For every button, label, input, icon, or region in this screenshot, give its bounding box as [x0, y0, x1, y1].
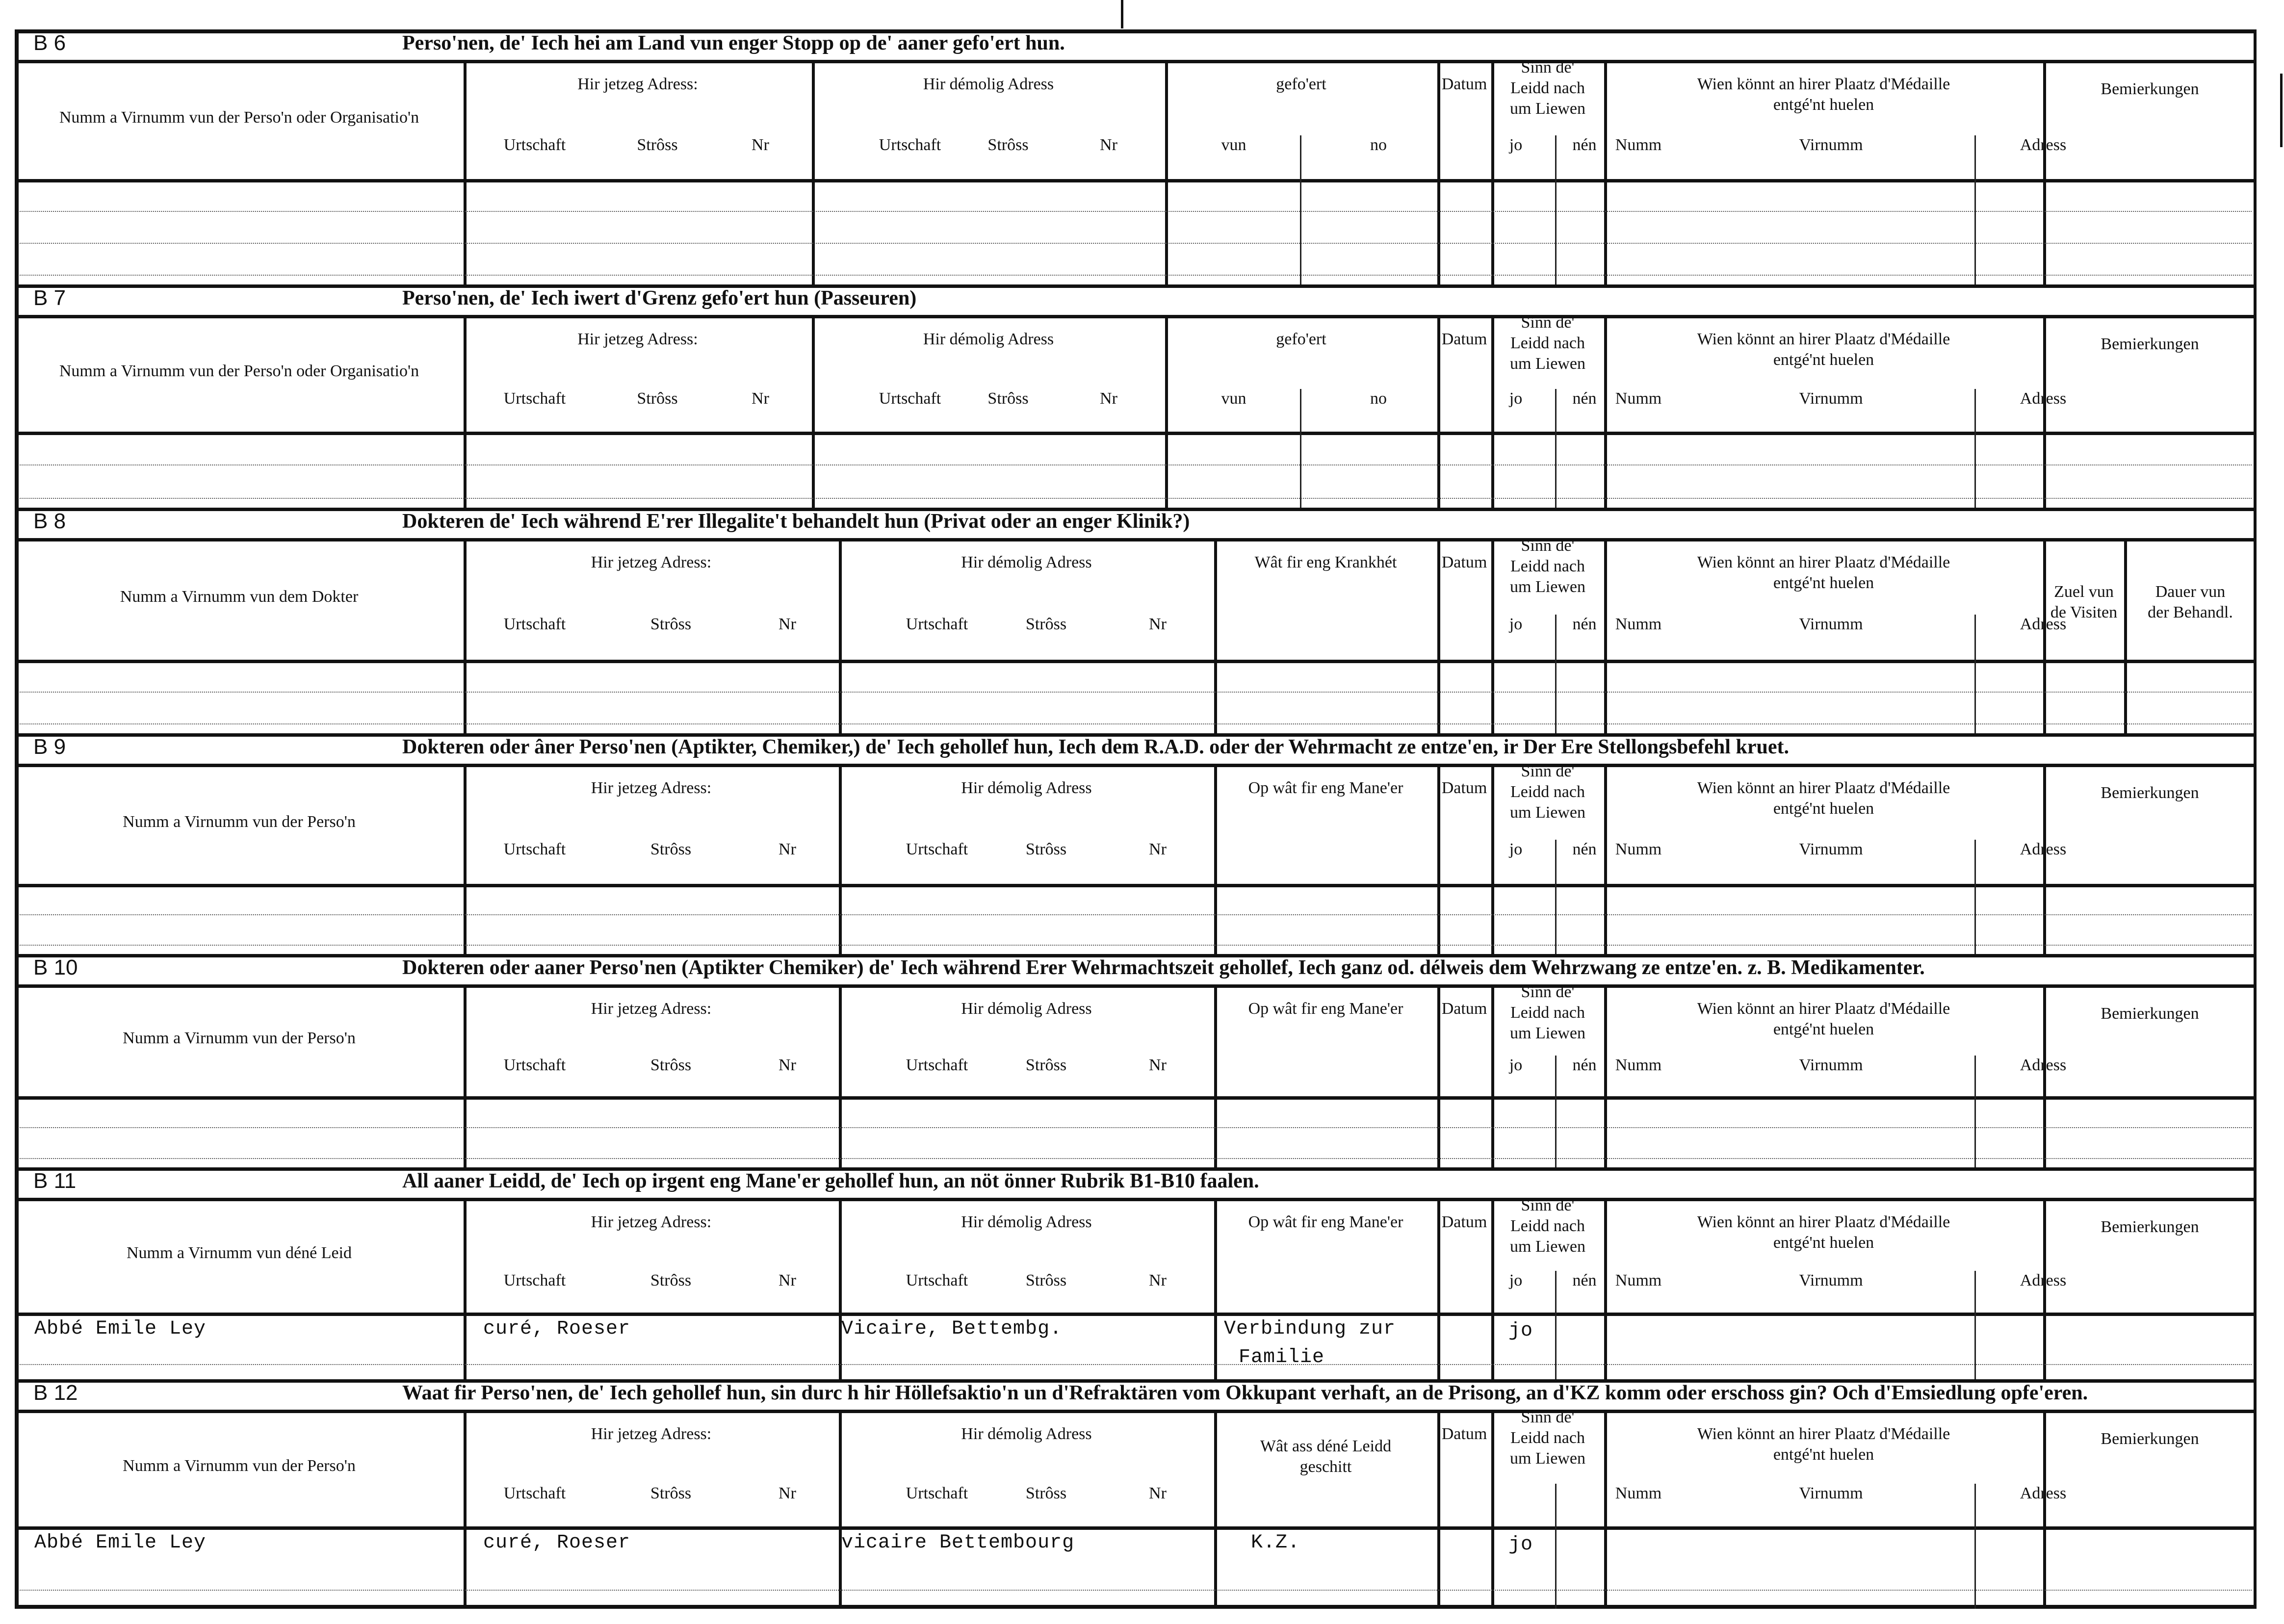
section-header-divider	[15, 432, 2257, 435]
column-divider	[1491, 1198, 1494, 1379]
column-divider	[464, 538, 467, 733]
col-extra-header: Wât fir eng Krankhét	[1254, 553, 1397, 571]
entry-line	[20, 243, 2252, 244]
sub-street-header: Strôss	[650, 840, 692, 858]
col-alive-header: um Liewen	[1510, 1024, 1585, 1042]
column-divider	[1437, 984, 1440, 1167]
subcolumn-divider	[1555, 1056, 1557, 1167]
subcolumn-divider	[1300, 389, 1301, 508]
col-name-header: Numm a Virnumm vun der Perso'n oder Organisatio'n	[59, 108, 419, 127]
column-divider	[1214, 1410, 1217, 1609]
subcolumn-divider	[1974, 135, 1976, 284]
sub-street-header: Strôss	[987, 389, 1029, 408]
column-divider	[1437, 315, 1440, 508]
column-divider	[1491, 1410, 1494, 1609]
sub-nr-header: Nr	[1149, 1271, 1167, 1289]
sub-street-header: Strôss	[637, 135, 678, 154]
col-alive-header: Leidd nach	[1510, 1217, 1585, 1235]
col-extra-header: Op wât fir eng Mane'er	[1248, 1213, 1403, 1231]
col-former-address-header: Hir démolig Adress	[923, 330, 1054, 348]
column-divider	[2124, 538, 2127, 733]
column-divider	[812, 315, 815, 508]
col-date-header: Datum	[1441, 1000, 1487, 1018]
sub-nr-header: Nr	[752, 135, 769, 154]
col-medal-header: Wien könnt an hirer Plaatz d'Médaille	[1697, 75, 1950, 93]
sub-address-header: Adress	[2020, 1484, 2067, 1502]
entry-line	[20, 723, 2252, 724]
column-divider	[1437, 1410, 1440, 1609]
column-divider	[1437, 1198, 1440, 1379]
column-divider	[1491, 764, 1494, 954]
entry-line	[20, 275, 2252, 276]
sub-address-header: Adress	[2020, 840, 2067, 858]
col-alive-header: Sinn de'	[1521, 1196, 1575, 1214]
col-current-address-header: Hir jetzeg Adress:	[591, 1000, 712, 1018]
sub-firstname-header: Virnumm	[1799, 615, 1863, 634]
col-alive-header: um Liewen	[1510, 355, 1585, 373]
column-divider	[839, 1410, 842, 1609]
sub-nr-header: Nr	[779, 1271, 796, 1289]
sub-street-header: Strôss	[637, 389, 678, 408]
sub-street-header: Strôss	[1025, 1271, 1067, 1289]
column-divider	[1437, 538, 1440, 733]
sub-address-header: Adress	[2020, 135, 2067, 154]
col-medal-header: Wien könnt an hirer Plaatz d'Médaille	[1697, 1425, 1950, 1443]
entry-line	[20, 211, 2252, 212]
column-divider	[1491, 984, 1494, 1167]
column-divider	[2043, 60, 2046, 284]
column-divider	[1214, 764, 1217, 954]
entry-line	[20, 498, 2252, 499]
section-title: Waat fir Perso'nen, de' Iech gehollef hun, sin durc h hir Höllefsaktio'n un d'Refraktären vom Okkupant verhaft, an de Prisong, an d'KZ komm oder erschoss gin? Och d'Emsiedlung opfe'eren.	[402, 1382, 2088, 1404]
section-header-divider	[15, 1096, 2257, 1100]
col-alive-header: um Liewen	[1510, 1237, 1585, 1256]
sub-place-header: Urtschaft	[503, 1271, 566, 1289]
col-date-header: Datum	[1441, 553, 1487, 571]
column-divider	[839, 1198, 842, 1379]
section-header-divider	[15, 1526, 2257, 1530]
sub-nr-header: Nr	[779, 1056, 796, 1075]
subcolumn-divider	[1555, 135, 1557, 284]
col-alive-header: Leidd nach	[1510, 334, 1585, 352]
col-alive-header: Sinn de'	[1521, 983, 1575, 1001]
column-divider	[464, 1198, 467, 1379]
col-current-address-header: Hir jetzeg Adress:	[577, 330, 698, 348]
sub-nr-header: Nr	[1149, 1484, 1167, 1502]
section-header-divider	[15, 179, 2257, 182]
section-header-divider	[15, 660, 2257, 663]
column-divider	[1165, 315, 1168, 508]
sub-surname-header: Numm	[1615, 840, 1662, 858]
entry-current-address[interactable]: curé, Roeser	[483, 1318, 631, 1340]
col-former-address-header: Hir démolig Adress	[961, 1000, 1092, 1018]
col-former-address-header: Hir démolig Adress	[961, 779, 1092, 797]
sub-yes-header: jo	[1509, 615, 1523, 634]
col-date-header: Datum	[1441, 1425, 1487, 1443]
sub-no-header: nén	[1572, 1056, 1597, 1075]
col-alive-header: Leidd nach	[1510, 1004, 1585, 1022]
col-duration-header: Dauer vun	[2155, 583, 2226, 601]
sub-street-header: Strôss	[650, 615, 692, 634]
sub-place-header: Urtschaft	[906, 840, 968, 858]
col-extra-header: geschitt	[1299, 1458, 1352, 1476]
col-former-address-header: Hir démolig Adress	[961, 1425, 1092, 1443]
sub-no-header: nén	[1572, 840, 1597, 858]
sub-place-header: Urtschaft	[503, 1484, 566, 1502]
sub-no-header: nén	[1572, 389, 1597, 408]
entry-name[interactable]: Abbé Emile Ley	[34, 1318, 207, 1340]
sub-street-header: Strôss	[1025, 1056, 1067, 1075]
entry-extra[interactable]: K.Z.	[1251, 1532, 1300, 1554]
subcolumn-divider	[1555, 615, 1557, 733]
sub-place-header: Urtschaft	[503, 615, 566, 634]
sub-surname-header: Numm	[1615, 1271, 1662, 1289]
section-title: Dokteren oder âner Perso'nen (Aptikter, Chemiker,) de' Iech gehollef hun, Iech dem R.A.D. oder der Wehrmacht ze entze'en, ir Der Ere Stellongsbefehl kruet.	[402, 736, 1789, 758]
sub-firstname-header: Virnumm	[1799, 389, 1863, 408]
entry-extra[interactable]: Familie	[1239, 1346, 1325, 1368]
section-id: B 6	[33, 31, 66, 55]
sub-place-header: Urtschaft	[503, 840, 566, 858]
sub-nr-header: Nr	[1149, 1056, 1167, 1075]
section-divider	[15, 284, 2257, 288]
entry-extra[interactable]: Verbindung zur	[1224, 1318, 1396, 1340]
column-divider	[1165, 60, 1168, 284]
col-medal-header: Wien könnt an hirer Plaatz d'Médaille	[1697, 330, 1950, 348]
col-alive-header: Leidd nach	[1510, 79, 1585, 97]
col-medal-header: entgé'nt huelen	[1773, 799, 1874, 818]
sub-from-header: vun	[1221, 389, 1246, 408]
col-former-address-header: Hir démolig Adress	[961, 553, 1092, 571]
col-current-address-header: Hir jetzeg Adress:	[591, 1425, 712, 1443]
col-extra-header: Op wât fir eng Mane'er	[1248, 1000, 1403, 1018]
entry-name[interactable]: Abbé Emile Ley	[34, 1532, 207, 1554]
col-visits-header: de Visiten	[2050, 603, 2118, 621]
sub-nr-header: Nr	[752, 389, 769, 408]
col-alive-header: um Liewen	[1510, 1449, 1585, 1468]
entry-line	[20, 464, 2252, 465]
sub-yes-header: jo	[1509, 135, 1523, 154]
sub-street-header: Strôss	[1025, 615, 1067, 634]
col-visits-header: Zuel vun	[2054, 583, 2114, 601]
subcolumn-divider	[1974, 389, 1976, 508]
section-header-divider	[15, 1313, 2257, 1316]
sub-nr-header: Nr	[1100, 135, 1117, 154]
sub-place-header: Urtschaft	[503, 389, 566, 408]
entry-line	[20, 1158, 2252, 1159]
col-remarks-header: Bemierkungen	[2101, 1218, 2199, 1236]
subcolumn-divider	[1300, 135, 1301, 284]
column-divider	[839, 984, 842, 1167]
col-extra-header: gefo'ert	[1276, 330, 1326, 348]
col-duration-header: der Behandl.	[2148, 603, 2233, 621]
column-divider	[464, 984, 467, 1167]
col-former-address-header: Hir démolig Adress	[961, 1213, 1092, 1231]
subcolumn-divider	[1974, 840, 1976, 954]
col-current-address-header: Hir jetzeg Adress:	[591, 1213, 712, 1231]
col-name-header: Numm a Virnumm vun dem Dokter	[120, 588, 359, 606]
section-title: Dokteren de' Iech während E'rer Illegalite't behandelt hun (Privat oder an enger Klinik?)	[402, 510, 1190, 533]
sub-to-header: no	[1370, 389, 1387, 408]
sub-address-header: Adress	[2020, 615, 2067, 634]
column-divider	[839, 764, 842, 954]
col-alive-header: um Liewen	[1510, 100, 1585, 118]
sub-street-header: Strôss	[1025, 840, 1067, 858]
entry-former-address[interactable]: vicaire Bettembourg	[841, 1532, 1075, 1554]
column-divider	[1437, 764, 1440, 954]
section-title-divider	[15, 60, 2257, 63]
sub-firstname-header: Virnumm	[1799, 840, 1863, 858]
column-divider	[839, 538, 842, 733]
subcolumn-divider	[1555, 1271, 1557, 1379]
sub-street-header: Strôss	[650, 1056, 692, 1075]
sub-street-header: Strôss	[650, 1271, 692, 1289]
column-divider	[2043, 1410, 2046, 1609]
col-name-header: Numm a Virnumm vun der Perso'n oder Organisatio'n	[59, 362, 419, 380]
column-divider	[1214, 538, 1217, 733]
sub-surname-header: Numm	[1615, 615, 1662, 634]
column-divider	[1437, 60, 1440, 284]
col-medal-header: entgé'nt huelen	[1773, 1020, 1874, 1038]
sub-yes-header: jo	[1509, 840, 1523, 858]
subcolumn-divider	[1974, 615, 1976, 733]
column-divider	[464, 315, 467, 508]
sub-from-header: vun	[1221, 135, 1246, 154]
col-medal-header: Wien könnt an hirer Plaatz d'Médaille	[1697, 1000, 1950, 1018]
sub-yes-header: jo	[1509, 1271, 1523, 1289]
section-id: B 10	[33, 955, 78, 980]
col-remarks-header: Bemierkungen	[2101, 1005, 2199, 1023]
col-alive-header: Sinn de'	[1521, 537, 1575, 555]
column-divider	[464, 1410, 467, 1609]
column-divider	[1604, 315, 1607, 508]
col-extra-header: gefo'ert	[1276, 75, 1326, 93]
column-divider	[1491, 315, 1494, 508]
subcolumn-divider	[1555, 389, 1557, 508]
sub-address-header: Adress	[2020, 1271, 2067, 1289]
entry-line	[20, 1590, 2252, 1591]
section-id: B 8	[33, 509, 66, 533]
col-name-header: Numm a Virnumm vun déné Leid	[126, 1244, 352, 1262]
col-alive-header: Sinn de'	[1521, 58, 1575, 77]
column-divider	[2043, 538, 2046, 733]
col-alive-header: Sinn de'	[1521, 313, 1575, 332]
sub-firstname-header: Virnumm	[1799, 1484, 1863, 1502]
col-remarks-header: Bemierkungen	[2101, 335, 2199, 353]
entry-alive[interactable]: jo	[1508, 1320, 1533, 1342]
top-tick-mark	[1121, 0, 1123, 28]
sub-address-header: Adress	[2020, 389, 2067, 408]
sub-firstname-header: Virnumm	[1799, 1056, 1863, 1075]
col-medal-header: Wien könnt an hirer Plaatz d'Médaille	[1697, 1213, 1950, 1231]
sub-to-header: no	[1370, 135, 1387, 154]
col-medal-header: Wien könnt an hirer Plaatz d'Médaille	[1697, 553, 1950, 571]
sub-firstname-header: Virnumm	[1799, 1271, 1863, 1289]
sub-nr-header: Nr	[1149, 615, 1167, 634]
sub-yes-header: jo	[1509, 1056, 1523, 1075]
col-remarks-header: Bemierkungen	[2101, 784, 2199, 802]
column-divider	[1604, 1198, 1607, 1379]
col-medal-header: entgé'nt huelen	[1773, 96, 1874, 114]
sub-place-header: Urtschaft	[879, 135, 941, 154]
col-name-header: Numm a Virnumm vun der Perso'n	[123, 1457, 356, 1475]
column-divider	[1604, 764, 1607, 954]
sub-no-header: nén	[1572, 135, 1597, 154]
section-title-divider	[15, 984, 2257, 988]
right-tick-mark	[2280, 74, 2283, 147]
column-divider	[464, 60, 467, 284]
section-id: B 9	[33, 735, 66, 759]
column-divider	[812, 60, 815, 284]
col-alive-header: Leidd nach	[1510, 783, 1585, 801]
sub-no-header: nén	[1572, 615, 1597, 634]
col-remarks-header: Bemierkungen	[2101, 80, 2199, 98]
sub-street-header: Strôss	[1025, 1484, 1067, 1502]
section-id: B 11	[33, 1169, 77, 1193]
col-current-address-header: Hir jetzeg Adress:	[591, 779, 712, 797]
section-title-divider	[15, 1410, 2257, 1413]
sub-street-header: Strôss	[650, 1484, 692, 1502]
col-date-header: Datum	[1441, 779, 1487, 797]
col-alive-header: um Liewen	[1510, 803, 1585, 822]
column-divider	[1604, 60, 1607, 284]
entry-line	[20, 1364, 2252, 1365]
col-medal-header: entgé'nt huelen	[1773, 1234, 1874, 1252]
entry-alive[interactable]: jo	[1508, 1534, 1533, 1556]
sub-place-header: Urtschaft	[906, 1056, 968, 1075]
col-current-address-header: Hir jetzeg Adress:	[591, 553, 712, 571]
sub-yes-header: jo	[1509, 389, 1523, 408]
section-title: All aaner Leidd, de' Iech op irgent eng Mane'er gehollef hun, an nöt önner Rubrik B1-B10 faalen.	[402, 1170, 1259, 1192]
sub-place-header: Urtschaft	[906, 1484, 968, 1502]
col-remarks-header: Bemierkungen	[2101, 1430, 2199, 1448]
col-alive-header: Leidd nach	[1510, 557, 1585, 575]
sub-address-header: Adress	[2020, 1056, 2067, 1075]
col-former-address-header: Hir démolig Adress	[923, 75, 1054, 93]
sub-nr-header: Nr	[1100, 389, 1117, 408]
col-date-header: Datum	[1441, 75, 1487, 93]
column-divider	[1491, 60, 1494, 284]
col-medal-header: entgé'nt huelen	[1773, 1445, 1874, 1464]
col-extra-header: Wât ass déné Leidd	[1260, 1437, 1392, 1455]
sub-surname-header: Numm	[1615, 389, 1662, 408]
sub-nr-header: Nr	[779, 1484, 796, 1502]
column-divider	[1491, 538, 1494, 733]
col-name-header: Numm a Virnumm vun der Perso'n	[123, 1029, 356, 1047]
sub-nr-header: Nr	[779, 615, 796, 634]
column-divider	[1604, 984, 1607, 1167]
column-divider	[2043, 984, 2046, 1167]
sub-place-header: Urtschaft	[503, 135, 566, 154]
sub-street-header: Strôss	[987, 135, 1029, 154]
section-title-divider	[15, 1198, 2257, 1201]
sub-place-header: Urtschaft	[879, 389, 941, 408]
section-title: Dokteren oder aaner Perso'nen (Aptikter Chemiker) de' Iech während Erer Wehrmachtszeit gehollef, Iech ganz od. délweis dem Wehrzwang ze entze'en. z. B. Medikamenter.	[402, 956, 1925, 979]
sub-nr-header: Nr	[779, 840, 796, 858]
entry-line	[20, 1127, 2252, 1128]
subcolumn-divider	[1974, 1271, 1976, 1379]
col-current-address-header: Hir jetzeg Adress:	[577, 75, 698, 93]
col-medal-header: entgé'nt huelen	[1773, 351, 1874, 369]
col-alive-header: um Liewen	[1510, 578, 1585, 596]
entry-line	[20, 914, 2252, 915]
entry-line	[20, 692, 2252, 693]
col-alive-header: Sinn de'	[1521, 762, 1575, 780]
section-header-divider	[15, 884, 2257, 887]
section-title-divider	[15, 764, 2257, 767]
entry-former-address[interactable]: Vicaire, Bettembg.	[841, 1318, 1063, 1340]
column-divider	[1214, 1198, 1217, 1379]
subcolumn-divider	[1555, 840, 1557, 954]
column-divider	[1214, 984, 1217, 1167]
subcolumn-divider	[1974, 1056, 1976, 1167]
sub-firstname-header: Virnumm	[1799, 135, 1863, 154]
col-extra-header: Op wât fir eng Mane'er	[1248, 779, 1403, 797]
sub-nr-header: Nr	[1149, 840, 1167, 858]
sub-surname-header: Numm	[1615, 1056, 1662, 1075]
sub-place-header: Urtschaft	[906, 1271, 968, 1289]
sub-place-header: Urtschaft	[906, 615, 968, 634]
section-title-divider	[15, 538, 2257, 541]
col-alive-header: Sinn de'	[1521, 1408, 1575, 1426]
sub-surname-header: Numm	[1615, 1484, 1662, 1502]
entry-line	[20, 945, 2252, 946]
col-medal-header: Wien könnt an hirer Plaatz d'Médaille	[1697, 779, 1950, 797]
form-page	[15, 29, 2257, 1609]
column-divider	[2043, 315, 2046, 508]
column-divider	[1604, 538, 1607, 733]
section-title: Perso'nen, de' Iech iwert d'Grenz gefo'ert hun (Passeuren)	[402, 287, 917, 309]
col-date-header: Datum	[1441, 330, 1487, 348]
sub-surname-header: Numm	[1615, 135, 1662, 154]
column-divider	[464, 764, 467, 954]
column-divider	[1604, 1410, 1607, 1609]
col-alive-header: Leidd nach	[1510, 1429, 1585, 1447]
section-title: Perso'nen, de' Iech hei am Land vun enger Stopp op de' aaner gefo'ert hun.	[402, 32, 1065, 54]
section-id: B 12	[33, 1381, 78, 1405]
sub-no-header: nén	[1572, 1271, 1597, 1289]
section-title-divider	[15, 315, 2257, 318]
col-date-header: Datum	[1441, 1213, 1487, 1231]
sub-place-header: Urtschaft	[503, 1056, 566, 1075]
section-id: B 7	[33, 286, 66, 310]
col-name-header: Numm a Virnumm vun der Perso'n	[123, 812, 356, 831]
entry-current-address[interactable]: curé, Roeser	[483, 1532, 631, 1554]
col-medal-header: entgé'nt huelen	[1773, 574, 1874, 592]
